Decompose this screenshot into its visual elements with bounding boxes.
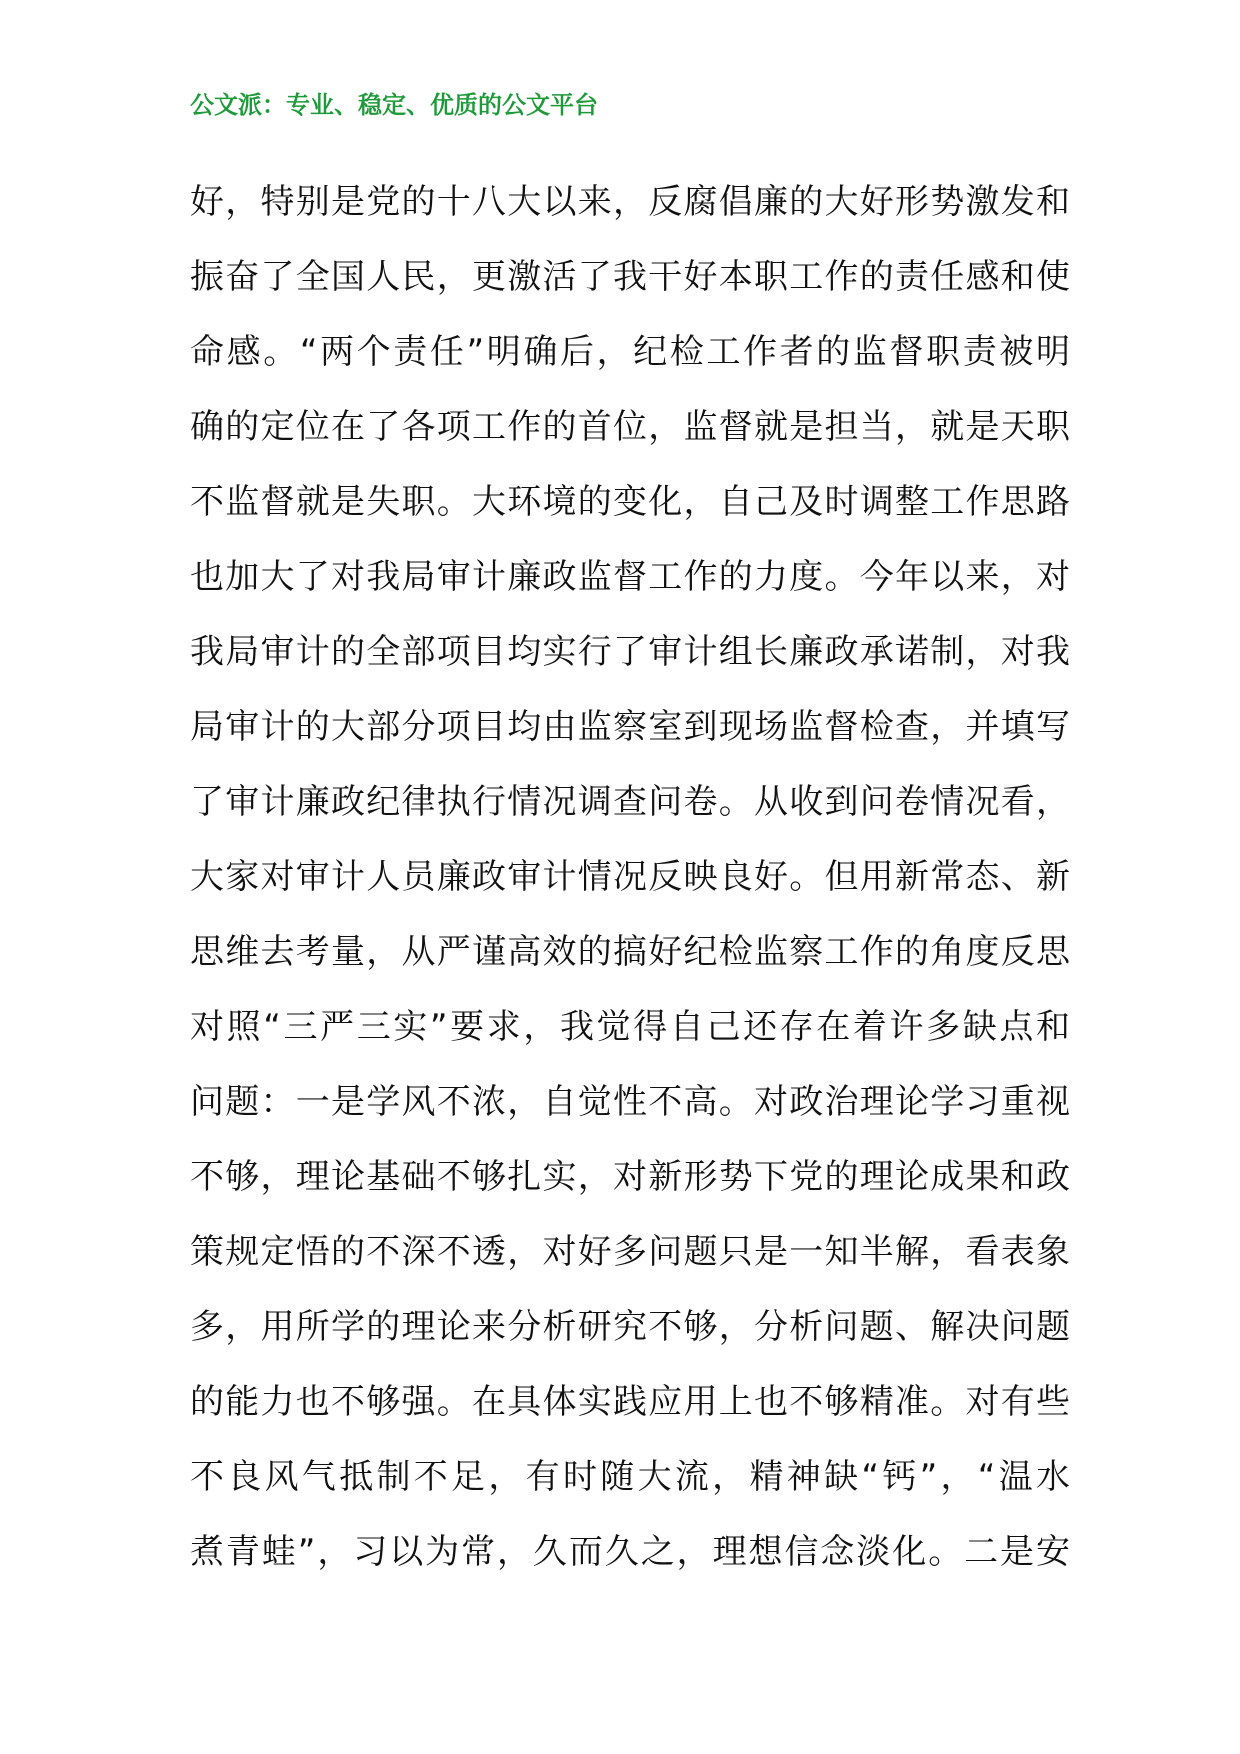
text-line: 好，特别是党的十八大以来，反腐倡廉的大好形势激发和 xyxy=(190,182,1070,222)
text-line: 也加大了对我局审计廉政监督工作的力度。今年以来，对 xyxy=(190,557,1070,597)
text-line: 对照“三严三实”要求，我觉得自己还存在着许多缺点和 xyxy=(190,1007,1070,1047)
text-line: 不够，理论基础不够扎实，对新形势下党的理论成果和政 xyxy=(190,1157,1070,1197)
text-line: 大家对审计人员廉政审计情况反映良好。但用新常态、新 xyxy=(190,857,1070,897)
text-line: 不监督就是失职。大环境的变化，自己及时调整工作思路 xyxy=(190,482,1070,522)
text-line: 的能力也不够强。在具体实践应用上也不够精准。对有些 xyxy=(190,1382,1070,1422)
text-line: 我局审计的全部项目均实行了审计组长廉政承诺制，对我 xyxy=(190,632,1070,672)
body-text xyxy=(190,165,1070,1590)
page-header: 公文派：专业、稳定、优质的公文平台 xyxy=(190,91,598,119)
text-line: 命感。“两个责任”明确后，纪检工作者的监督职责被明 xyxy=(190,332,1070,372)
text-line: 不良风气抵制不足，有时随大流，精神缺“钙”，“温水 xyxy=(190,1457,1070,1497)
text-line: 策规定悟的不深不透，对好多问题只是一知半解，看表象 xyxy=(190,1232,1070,1272)
text-line: 思维去考量，从严谨高效的搞好纪检监察工作的角度反思 xyxy=(190,932,1070,972)
text-line: 多，用所学的理论来分析研究不够，分析问题、解决问题 xyxy=(190,1307,1070,1347)
text-line: 了审计廉政纪律执行情况调查问卷。从收到问卷情况看， xyxy=(190,782,1070,822)
text-line: 问题：一是学风不浓，自觉性不高。对政治理论学习重视 xyxy=(190,1082,1070,1122)
text-line: 局审计的大部分项目均由监察室到现场监督检查，并填写 xyxy=(190,707,1070,747)
text-line: 确的定位在了各项工作的首位，监督就是担当，就是天职 xyxy=(190,407,1070,447)
text-line: 振奋了全国人民，更激活了我干好本职工作的责任感和使 xyxy=(190,257,1070,297)
text-line: 煮青蛙”，习以为常，久而久之，理想信念淡化。二是安 xyxy=(190,1532,1070,1572)
